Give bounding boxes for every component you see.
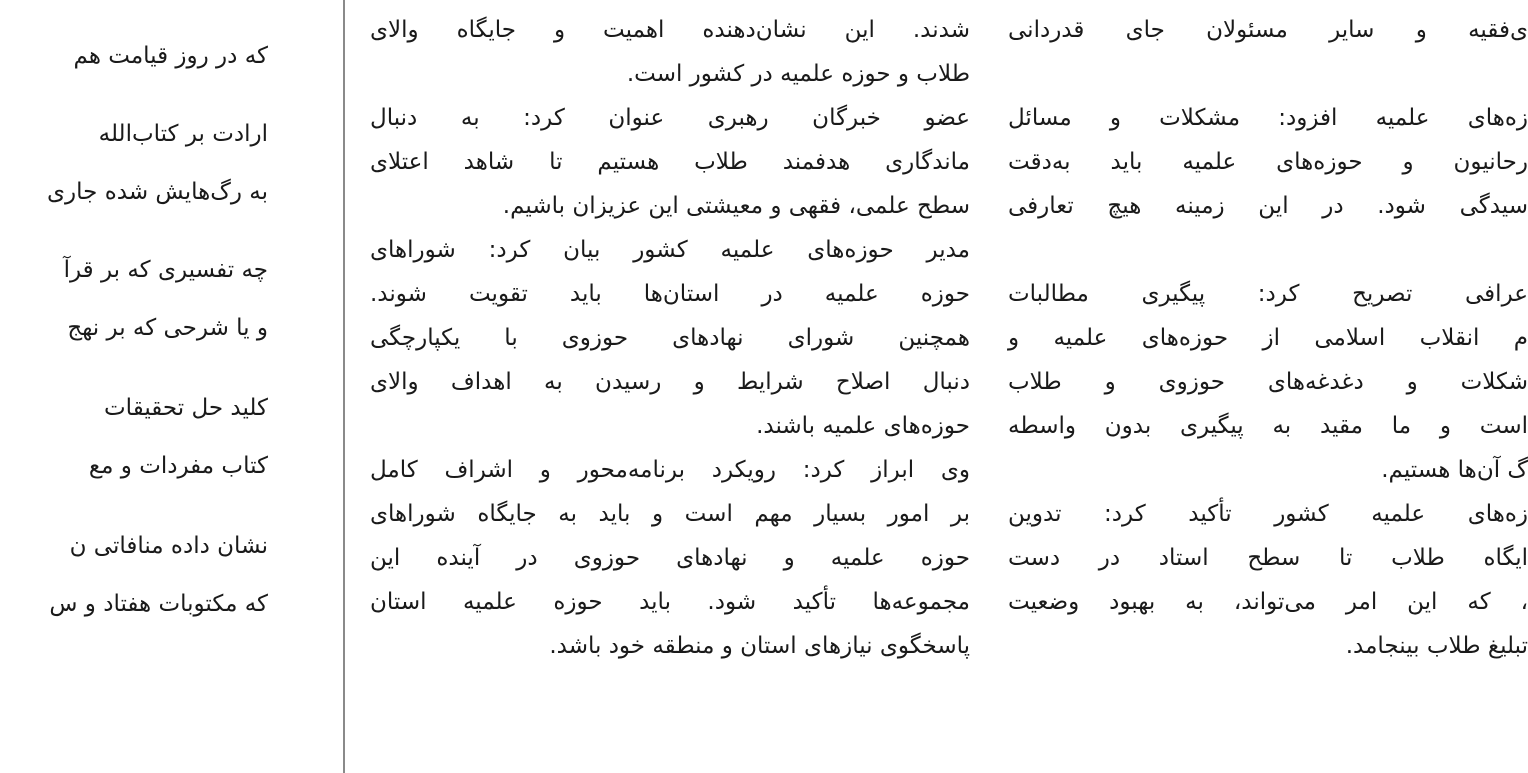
text-line: عرافی تصریح کرد: پیگیری مطالبات xyxy=(1008,281,1528,307)
text-line: رحانیون و حوزه‌های علمیه باید به‌دقت xyxy=(1008,149,1528,175)
text-line: نشان داده منافاتی ن xyxy=(69,533,268,559)
text-line: همچنین شورای نهادهای حوزوی با یکپارچگی xyxy=(370,325,970,351)
text-line: حوزه علمیه و نهادهای حوزوی در آینده این xyxy=(370,545,970,571)
text-line: طلاب و حوزه علمیه در کشور است. xyxy=(626,61,970,87)
text-line: چه تفسیری که بر قرآ xyxy=(63,257,268,283)
text-line: بر امور بسیار مهم است و باید به جایگاه شوراهای xyxy=(370,501,970,527)
text-line: شدند. این نشان‌دهنده اهمیت و جایگاه والای xyxy=(370,17,970,43)
text-line: است و ما مقید به پیگیری بدون واسطه xyxy=(1008,413,1528,439)
text-line: که در روز قیامت هم xyxy=(73,43,268,69)
text-line: ی‌فقیه و سایر مسئولان جای قدردانی xyxy=(1008,17,1528,43)
text-line: ایگاه طلاب تا سطح استاد در دست xyxy=(1008,545,1528,571)
text-line: حوزه‌های علمیه باشند. xyxy=(756,413,970,439)
text-line: زه‌های علمیه کشور تأکید کرد: تدوین xyxy=(1008,501,1528,527)
text-line: کلید حل تحقیقات xyxy=(104,395,268,421)
text-line: عضو خبرگان رهبری عنوان کرد: به دنبال xyxy=(370,105,970,131)
text-line: و یا شرحی که بر نهج xyxy=(67,315,268,341)
blank-line xyxy=(1008,52,1528,96)
text-line: به رگ‌هایش شده جاری xyxy=(47,179,268,205)
text-line: کتاب مفردات و مع xyxy=(88,453,268,479)
middle-column xyxy=(352,0,980,773)
text-line: ماندگاری هدفمند طلاب هستیم تا شاهد اعتلای xyxy=(370,149,970,175)
text-line: شکلات و دغدغه‌های حوزوی و طلاب xyxy=(1008,369,1528,395)
text-line: سطح علمی، فقهی و معیشتی این عزیزان باشیم. xyxy=(502,193,970,219)
text-line: تبلیغ طلاب بینجامد. xyxy=(1345,633,1528,659)
right-column xyxy=(1008,0,1528,773)
text-line: ارادت بر کتاب‌الله xyxy=(98,121,268,147)
text-line: که مکتوبات هفتاد و س xyxy=(49,591,268,617)
text-line: سیدگی شود. در این زمینه هیچ تعارفی xyxy=(1008,193,1528,219)
left-column xyxy=(0,0,338,773)
text-line: زه‌های علمیه افزود: مشکلات و مسائل xyxy=(1008,105,1528,131)
text-line: پاسخگوی نیازهای استان و منطقه خود باشد. xyxy=(549,633,970,659)
column-divider xyxy=(343,0,345,773)
text-line: گ آن‌ها هستیم. xyxy=(1381,457,1528,483)
text-line: دنبال اصلاح شرایط و رسیدن به اهداف والای xyxy=(370,369,970,395)
text-line: حوزه علمیه در استان‌ها باید تقویت شوند. xyxy=(370,281,970,307)
text-line: وی ابراز کرد: رویکرد برنامه‌محور و اشراف کامل xyxy=(370,457,970,483)
text-line: مجموعه‌ها تأکید شود. باید حوزه علمیه استان xyxy=(370,589,970,615)
text-line: م انقلاب اسلامی از حوزه‌های علمیه و xyxy=(1008,325,1528,351)
text-line: مدیر حوزه‌های علمیه کشور بیان کرد: شوراهای xyxy=(370,237,970,263)
text-line: ، که این امر می‌تواند، به بهبود وضعیت xyxy=(1008,589,1528,615)
blank-line xyxy=(1008,228,1528,272)
